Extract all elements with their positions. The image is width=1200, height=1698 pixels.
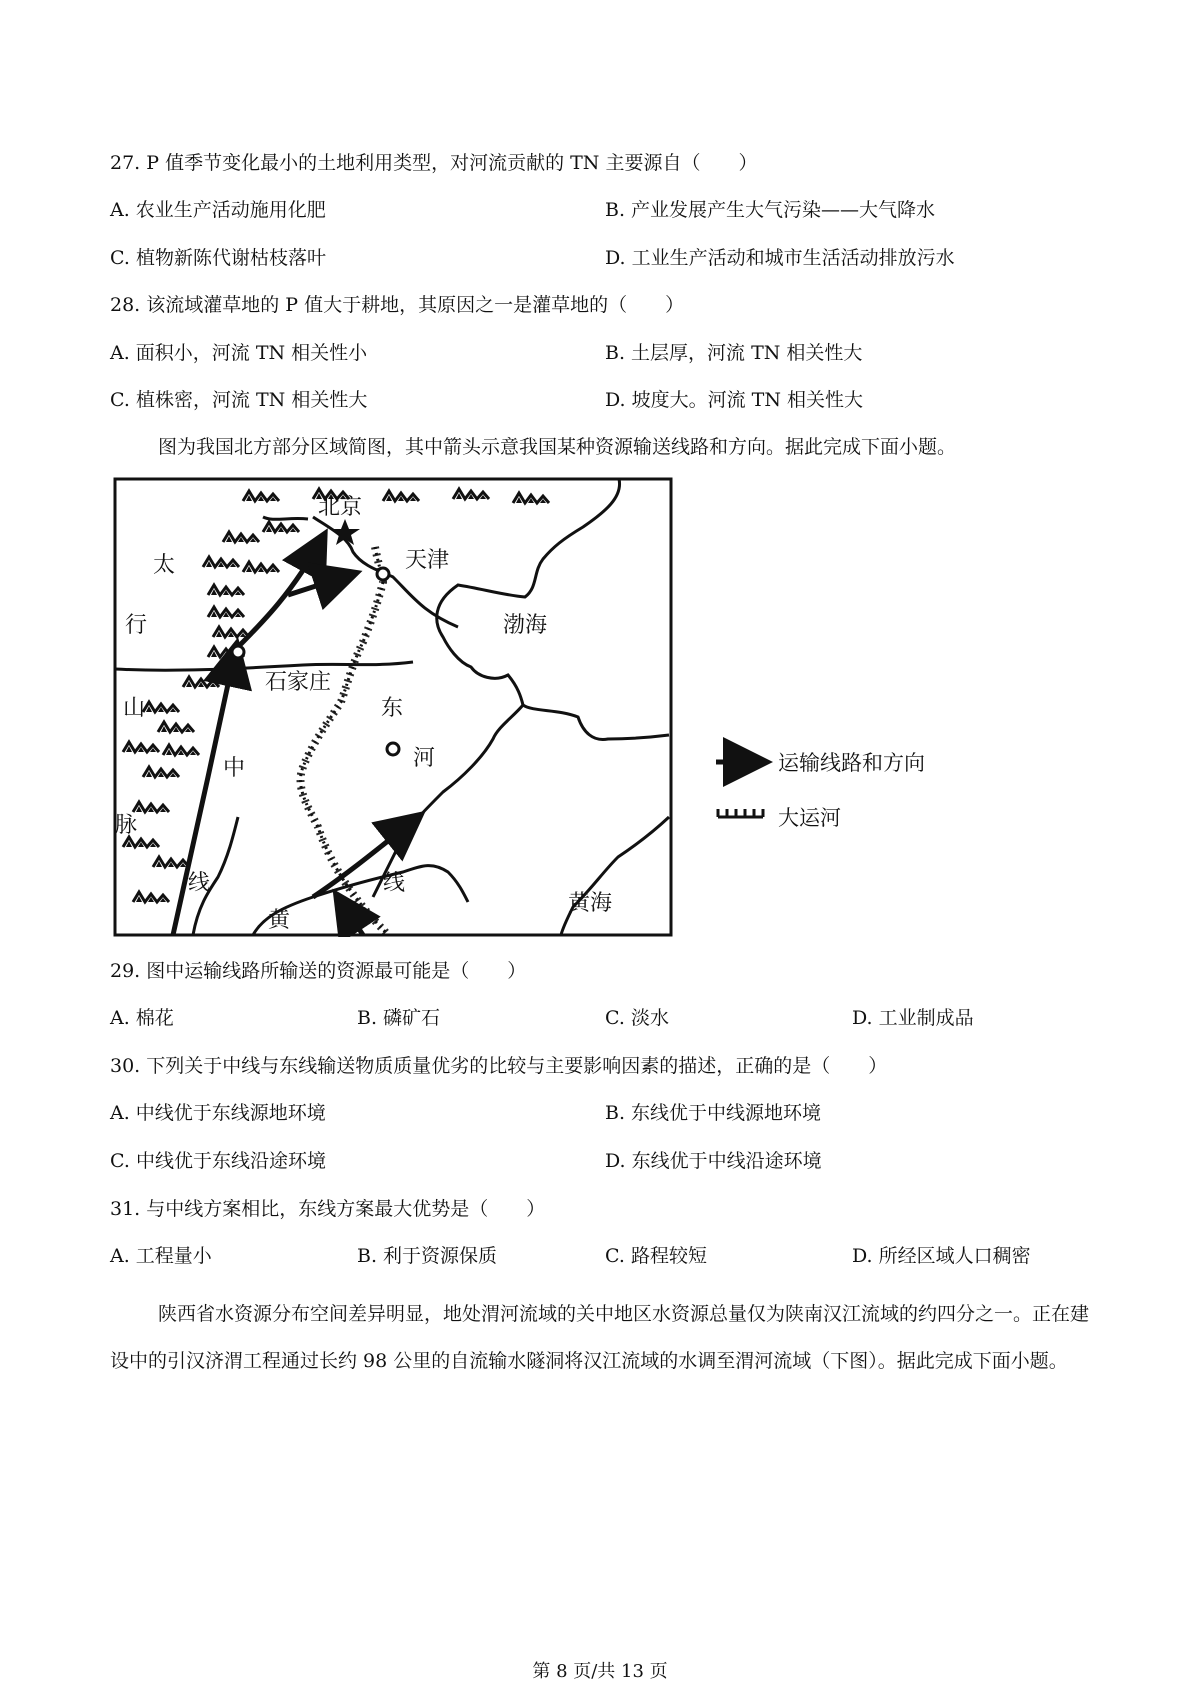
label-huanghai: 黄海 [568,891,613,916]
shaanxi-intro-text: 陕西省水资源分布空间差异明显，地处渭河流域的关中地区水资源总量仅为陕南汉江流域的约四分之一。正在建设中的引汉济渭工程通过长约 98 公里的自流输水隧洞将汉江流域的水调至渭河流域（下图）。据此完成下面小题。 [110,1303,1090,1372]
q30-option-a: A. 中线优于东线源地环境 [110,1102,326,1124]
q27-option-a: A. 农业生产活动施用化肥 [110,199,326,221]
q31-option-b: B. 利于资源保质 [357,1245,498,1267]
q28-stem: 28. 该流域灌草地的 P 值大于耕地，其原因之一是灌草地的（ ） [110,294,685,316]
label-beijing: 北京 [318,495,363,520]
q29-stem: 29. 图中运输线路所输送的资源最可能是（ ） [110,960,527,982]
city-dot [387,743,399,755]
q27-option-d: D. 工业生产活动和城市生活活动排放污水 [605,247,955,269]
q31-option-a: A. 工程量小 [110,1245,212,1267]
q30-option-c: C. 中线优于东线沿途环境 [110,1150,326,1172]
label-shan: 山 [123,696,146,721]
q29-option-b: B. 磷矿石 [357,1007,441,1029]
q31-option-c: C. 路程较短 [605,1245,707,1267]
map-intro-text: 图为我国北方部分区域简图，其中箭头示意我国某种资源输送线路和方向。据此完成下面小题。 [158,436,957,458]
q30-stem: 30. 下列关于中线与东线输送物质质量优劣的比较与主要影响因素的描述，正确的是（ ） [110,1055,888,1077]
label-hang: 行 [125,613,148,638]
q27-option-c: C. 植物新陈代谢枯枝落叶 [110,247,326,269]
shijiazhuang-dot [232,646,244,658]
legend-route-label: 运输线路和方向 [778,751,925,775]
q28-option-b: B. 土层厚，河流 TN 相关性大 [605,342,863,364]
label-zhong: 中 [223,756,246,781]
legend-canal-icon [718,809,763,817]
label-mai: 脉 [115,813,138,838]
q29-option-c: C. 淡水 [605,1007,669,1029]
q28-option-c: C. 植株密，河流 TN 相关性大 [110,389,368,411]
label-tai: 太 [153,553,176,578]
q31-option-d: D. 所经区域人口稠密 [852,1245,1031,1267]
label-bohai: 渤海 [503,613,548,638]
q28-option-a: A. 面积小，河流 TN 相关性小 [110,342,368,364]
q30-option-d: D. 东线优于中线沿途环境 [605,1150,822,1172]
label-xian-east: 线 [383,871,406,896]
legend-canal-label: 大运河 [778,806,841,830]
region-map-figure [113,477,1113,937]
tianjin-dot [377,568,389,580]
label-huang: 黄 [268,908,291,933]
q27-option-b: B. 产业发展产生大气污染——大气降水 [605,199,936,221]
q29-option-d: D. 工业制成品 [852,1007,974,1029]
q27-stem: 27. P 值季节变化最小的土地利用类型，对河流贡献的 TN 主要源自（ ） [110,152,758,174]
page-footer: 第 8 页/共 13 页 [532,1661,668,1682]
label-tianjin: 天津 [405,548,450,573]
label-he: 河 [413,746,436,771]
label-xian-mid: 线 [188,871,211,896]
label-dong: 东 [381,696,404,721]
q29-option-a: A. 棉花 [110,1007,174,1029]
q30-option-b: B. 东线优于中线源地环境 [605,1102,822,1124]
q28-option-d: D. 坡度大。河流 TN 相关性大 [605,389,864,411]
q31-stem: 31. 与中线方案相比，东线方案最大优势是（ ） [110,1198,546,1220]
map-legend [716,751,925,830]
label-shijiazhuang: 石家庄 [265,670,332,695]
